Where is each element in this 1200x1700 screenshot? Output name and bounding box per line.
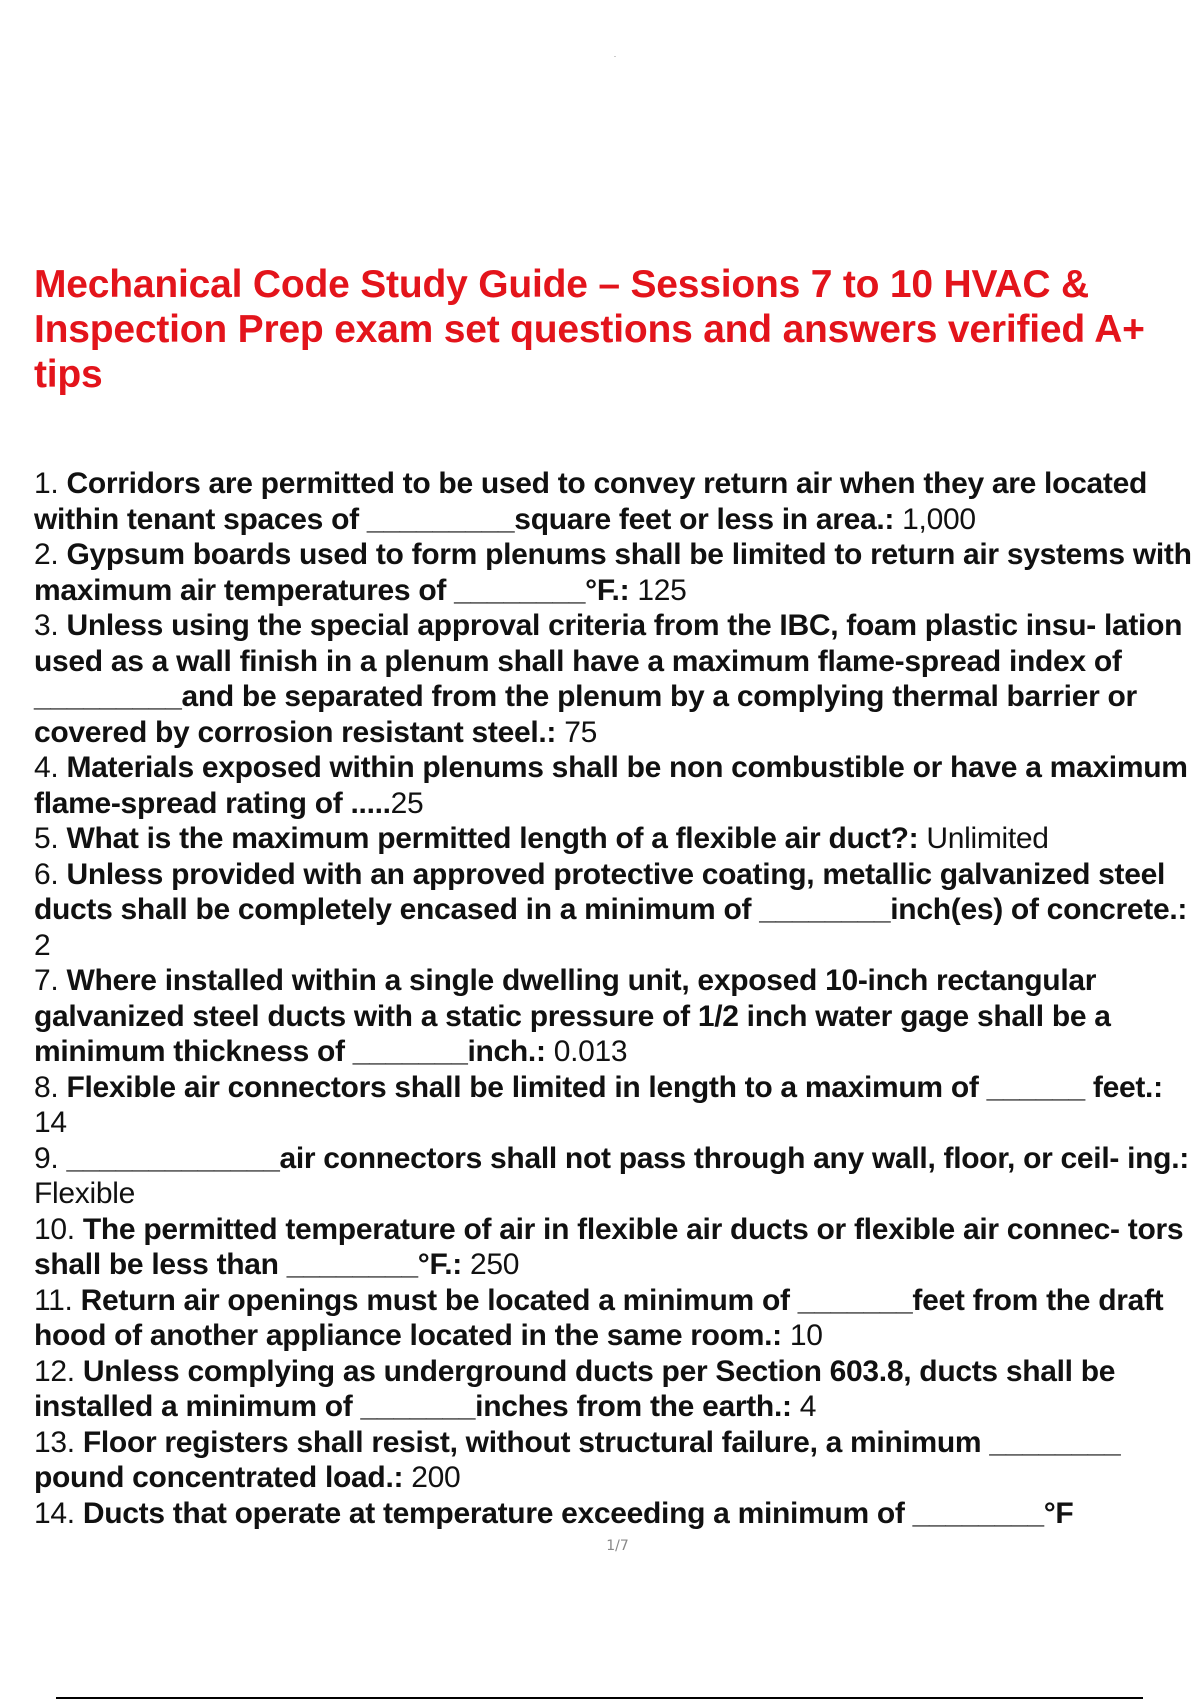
question-number: 9. [34,1141,59,1175]
question-text: Corridors are permitted to be used to convey return air when they are located within tenant spaces of _________square feet or less in area.: [34,467,1147,536]
question-number: 10. [34,1212,75,1246]
answer-text: 250 [469,1248,520,1281]
answer-text: Flexible [34,1177,135,1210]
question-item [34,1283,1200,1354]
question-number: 6. [34,857,59,891]
answer-text: Unlimited [926,822,1049,855]
question-number: 14. [34,1496,75,1530]
question-text: Unless complying as underground ducts per Section 603.8, ducts shall be installed a minimum of _______inches from the earth.: [34,1354,1116,1423]
question-item [34,1212,1200,1283]
question-number: 1. [34,467,59,500]
question-number: 7. [34,964,59,997]
question-number: 8. [34,1070,59,1104]
question-item [34,821,1200,857]
document-title: Mechanical Code Study Guide – Sessions 7 to 10 HVAC & Inspection Prep exam set questions and answers verified A+ tips [34,263,1145,396]
question-text: Floor registers shall resist, without structural failure, a minimum ________ pound concentrated load.: [34,1425,1121,1494]
page-number: 1/7 [606,1538,629,1554]
question-item [34,608,1200,750]
question-number: 12. [34,1354,75,1388]
question-item [34,537,1200,608]
question-item [34,1425,1200,1496]
question-item [34,1496,1200,1532]
answer-text: 2 [34,928,51,962]
answer-text: 25 [390,786,424,820]
question-number: 13. [34,1425,75,1459]
question-number: 3. [34,609,59,642]
answer-text: 10 [789,1319,823,1352]
question-item [34,1141,1200,1212]
footer-divider [56,1697,1143,1699]
question-item [34,466,1200,537]
answer-text: 1,000 [902,502,976,536]
question-item [34,1354,1200,1425]
question-text: Where installed within a single dwelling unit, exposed 10-inch rectangular galvanized steel ducts with a static pressure of 1/2 inch water gage shall be a minimum thickness of _______inch.: [34,964,1111,1068]
answer-text: 125 [637,573,687,607]
question-text: Gypsum boards used to form plenums shall be limited to return air systems with maximum air temperatures of ________°F.: [34,538,1192,607]
question-number: 5. [34,822,59,855]
question-item [34,750,1200,821]
question-item [34,1070,1200,1141]
answer-text: 0.013 [553,1035,628,1068]
question-text: Materials exposed within plenums shall be non combustible or have a maximum flame-spread rating of ..... [34,751,1188,820]
question-text: Unless using the special approval criteria from the IBC, foam plastic insu- lation used as a wall finish in a plenum shall have a maximum flame-spread index of _________and be separated from the plenum by a complying thermal barrier or covered by corrosion resistant steel.: [34,609,1183,749]
question-text: Flexible air connectors shall be limited in length to a maximum of ______ feet.: [66,1070,1163,1104]
question-item [34,857,1200,964]
answer-text: 14 [34,1106,67,1139]
answer-text: 4 [799,1390,817,1423]
question-text: Ducts that operate at temperature exceeding a minimum of ________°F [82,1496,1074,1530]
question-list [34,466,1200,1531]
question-text: _____________air connectors shall not pass through any wall, floor, or ceil- ing.: [66,1141,1189,1175]
question-number: 2. [34,538,59,571]
answer-text: 75 [564,715,597,749]
question-text: Unless provided with an approved protective coating, metallic galvanized steel ducts shall be completely encased in a minimum of ________inch(es) of concrete.: [34,857,1188,926]
question-item [34,963,1200,1070]
answer-text: 200 [411,1461,461,1494]
question-number: 11. [34,1283,73,1317]
scan-speck [614,56,616,57]
question-text: What is the maximum permitted length of a flexible air duct?: [66,822,919,855]
question-text: Return air openings must be located a minimum of _______feet from the draft hood of another appliance located in the same room.: [34,1283,1164,1352]
question-number: 4. [34,751,59,784]
question-text: The permitted temperature of air in flexible air ducts or flexible air connec- tors shall be less than ________°F.: [34,1212,1184,1281]
